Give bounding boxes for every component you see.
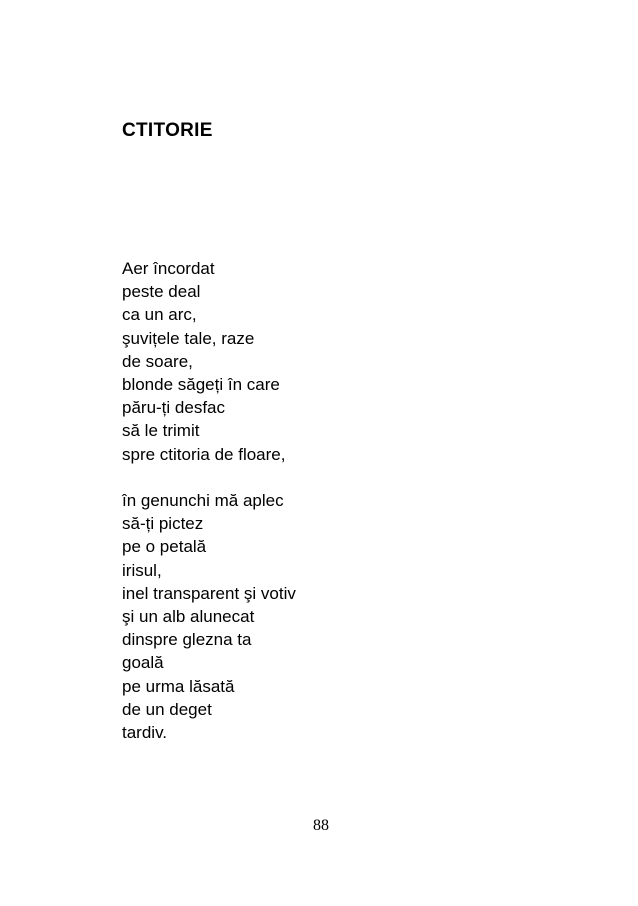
stanza-1	[122, 257, 296, 466]
poem-line: tardiv.	[122, 723, 168, 743]
poem-line: goală	[122, 653, 164, 673]
poem-line: să le trimit	[122, 421, 200, 441]
poem-line: blonde săgeți în care	[122, 375, 280, 395]
poem-line: de un deget	[122, 699, 212, 719]
stanza-2	[122, 489, 296, 744]
poem-line: peste deal	[122, 282, 201, 302]
poem-line: pe o petală	[122, 537, 207, 557]
poem-line: dinspre glezna ta	[122, 630, 252, 650]
poem-line: în genunchi mă aplec	[122, 491, 284, 511]
poem-line: spre ctitoria de floare,	[122, 444, 286, 464]
poem-body	[122, 257, 296, 744]
poem-title: CTITORIE	[122, 120, 213, 141]
poem-line: şi un alb alunecat	[122, 607, 255, 627]
poem-line: ca un arc,	[122, 305, 197, 325]
poem-line: inel transparent şi votiv	[122, 583, 296, 603]
poem-line: Aer încordat	[122, 259, 215, 278]
poem-line: irisul,	[122, 560, 162, 580]
poem-line: de soare,	[122, 351, 193, 371]
page-number: 88	[313, 817, 329, 834]
poem-line: şuvițele tale, raze	[122, 328, 255, 348]
poem-line: pe urma lăsată	[122, 676, 235, 696]
poem-line: păru-ți desfac	[122, 398, 225, 418]
poem-line: să-ți pictez	[122, 514, 204, 534]
